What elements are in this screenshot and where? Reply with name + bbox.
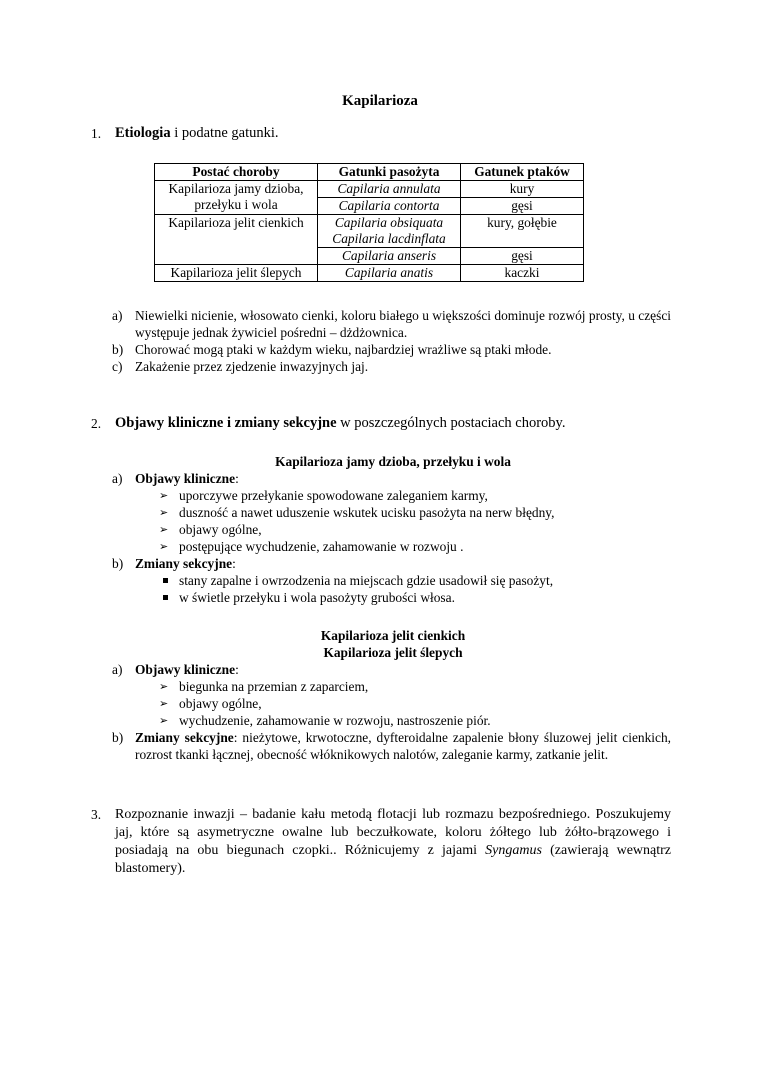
bullet-text: biegunka na przemian z zaparciem, xyxy=(179,679,369,694)
species-table xyxy=(154,163,584,282)
item-title: Objawy kliniczne xyxy=(135,471,236,486)
bullet-text: stany zapalne i owrzodzenia na miejscach gdzie usadowił się pasożyt, xyxy=(179,573,554,588)
subsection-heading: Kapilarioza jelit cienkich xyxy=(320,628,466,643)
table-cell: Capilaria anatis xyxy=(318,265,461,282)
item-label: a) xyxy=(112,308,123,323)
square-bullet-icon xyxy=(163,595,168,600)
table-cell: gęsi xyxy=(461,248,584,265)
bullet-item xyxy=(91,678,671,695)
bullet-item xyxy=(91,504,671,521)
bullet-text: objawy ogólne, xyxy=(179,696,262,711)
table-cell: Kapilarioza jelit ślepych xyxy=(155,265,318,282)
arrow-bullet-icon: ➢ xyxy=(159,540,169,553)
item-text: Chorować mogą ptaki w każdym wieku, najbardziej wrażliwe są ptaki młode. xyxy=(135,342,552,357)
bullet-item xyxy=(91,712,671,729)
section-etiology xyxy=(91,125,671,142)
table-cell: Capilaria annulata xyxy=(318,181,461,198)
heading-bold: Objawy kliniczne i zmiany sekcyjne xyxy=(115,415,337,431)
subsection-intestines xyxy=(91,627,671,763)
item-title: Objawy kliniczne xyxy=(135,662,236,677)
arrow-bullet-icon: ➢ xyxy=(159,714,169,727)
subsection-item xyxy=(91,555,671,572)
section-symptoms xyxy=(91,415,671,432)
table-cell: kury xyxy=(461,181,584,198)
item-text: Niewielki nicienie, włosowato cienki, koloru białego u większości dominuje rozwój prosty, u części występuje jednak żywiciel pośredni – dżdżownica. xyxy=(135,308,671,340)
section-diagnosis xyxy=(91,806,671,878)
list-item xyxy=(91,307,671,341)
table-cell: Capilaria anseris xyxy=(318,248,461,265)
bullet-text: duszność a nawet uduszenie wskutek ucisku pasożyta na nerw błędny, xyxy=(179,505,555,520)
bullet-item xyxy=(91,572,671,589)
bullet-text: objawy ogólne, xyxy=(179,522,262,537)
arrow-bullet-icon: ➢ xyxy=(159,489,169,502)
bullet-item xyxy=(91,695,671,712)
section-text xyxy=(115,806,671,878)
arrow-bullet-icon: ➢ xyxy=(159,697,169,710)
item-title: Zmiany sekcyjne xyxy=(135,556,233,571)
diagnosis-text-end: (zawierają wewnątrz blastomery). xyxy=(115,843,671,876)
section-number: 3. xyxy=(91,807,102,822)
section-number: 2. xyxy=(91,416,102,431)
table-header-row xyxy=(155,164,584,181)
arrow-bullet-icon: ➢ xyxy=(159,506,169,519)
item-label: b) xyxy=(112,342,124,357)
table-row xyxy=(155,215,584,248)
table-cell: Kapilarioza jelit cienkich xyxy=(155,215,318,265)
section-heading xyxy=(115,415,671,432)
table-cell xyxy=(318,215,461,248)
table-header: Gatunek ptaków xyxy=(461,164,584,181)
item-colon: : xyxy=(235,662,239,677)
etiology-list xyxy=(91,307,671,375)
table-cell: kury, gołębie xyxy=(461,215,584,248)
table-row xyxy=(155,265,584,282)
section-heading xyxy=(115,125,671,142)
arrow-bullet-icon: ➢ xyxy=(159,523,169,536)
item-label: a) xyxy=(112,471,123,486)
heading-rest: w poszczególnych postaciach choroby. xyxy=(336,415,566,431)
table-cell: gęsi xyxy=(461,198,584,215)
species-line: Capilaria lacdinflata xyxy=(332,231,446,246)
item-text: Zakażenie przez zjedzenie inwazyjnych jaj. xyxy=(135,359,369,374)
item-label: b) xyxy=(112,730,124,745)
subsection-item xyxy=(91,470,671,487)
document-title: Kapilarioza xyxy=(342,93,418,109)
section-number: 1. xyxy=(91,126,102,141)
bullet-item xyxy=(91,589,671,606)
heading-rest: i podatne gatunki. xyxy=(170,125,279,141)
table-cell: kaczki xyxy=(461,265,584,282)
bullet-text: postępujące wychudzenie, zahamowanie w rozwoju . xyxy=(179,539,464,554)
table-cell: Kapilarioza jamy dzioba, przełyku i wola xyxy=(155,181,318,215)
bullet-item xyxy=(91,521,671,538)
table-cell: Capilaria contorta xyxy=(318,198,461,215)
square-bullet-icon xyxy=(163,578,168,583)
item-label: c) xyxy=(112,359,123,374)
list-item xyxy=(91,358,671,375)
subsection-mouth xyxy=(91,453,671,606)
table-header: Postać choroby xyxy=(155,164,318,181)
bullet-text: uporczywe przełykanie spowodowane zaleganiem karmy, xyxy=(179,488,488,503)
heading-bold: Etiologia xyxy=(115,125,171,141)
item-colon: : xyxy=(232,556,236,571)
subsection-item xyxy=(91,661,671,678)
item-label: a) xyxy=(112,662,123,677)
item-text: : nieżytowe, krwotoczne, dyfteroidalne zapalenie błony śluzowej jelit cienkich, rozrost tkanki łącznej, obecność włóknikowych nalotów, zaleganie karmy, zatkanie jelit. xyxy=(135,730,671,762)
item-label: b) xyxy=(112,556,124,571)
table-header: Gatunki pasożyta xyxy=(318,164,461,181)
diagnosis-text: Rozpoznanie inwazji – badanie kału metodą flotacji lub rozmazu bezpośredniego. Poszukujemy jaj, które są asymetryczne owalne lub beczułkowate, koloru żółtego lub żółto-brązowego i posiadają na obu biegunach czopki.. Różnicujemy z jajami xyxy=(115,807,671,858)
arrow-bullet-icon: ➢ xyxy=(159,680,169,693)
bullet-item xyxy=(91,538,671,555)
table-row xyxy=(155,181,584,198)
subsection-item xyxy=(91,729,671,763)
bullet-item xyxy=(91,487,671,504)
species-line: Capilaria obsiquata xyxy=(334,215,444,230)
subsection-heading: Kapilarioza jamy dzioba, przełyku i wola xyxy=(275,454,511,469)
bullet-text: w świetle przełyku i wola pasożyty grubości włosa. xyxy=(179,590,455,605)
bullet-text: wychudzenie, zahamowanie w rozwoju, nastroszenie piór. xyxy=(179,713,491,728)
list-item xyxy=(91,341,671,358)
subsection-heading: Kapilarioza jelit ślepych xyxy=(323,645,463,660)
diagnosis-italic: Syngamus xyxy=(485,843,542,858)
item-title: Zmiany sekcyjne xyxy=(135,730,234,745)
item-colon: : xyxy=(235,471,239,486)
